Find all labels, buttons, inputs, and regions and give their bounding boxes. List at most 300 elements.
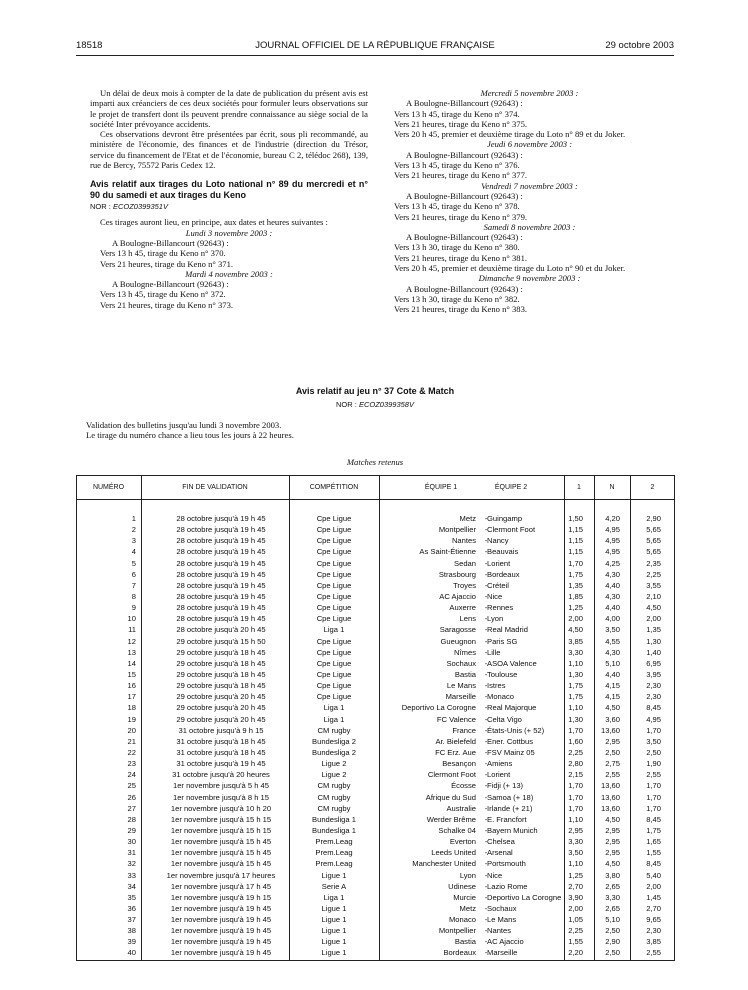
cell-cote2: 2,10 (646, 591, 661, 601)
cell-competition: Bundesliga 2 (312, 747, 356, 757)
cell-cote1: 3,30 (568, 837, 583, 847)
cell-numero: 27 (127, 803, 136, 813)
cell-equipe2: Arsenal (487, 848, 513, 858)
cell-coteN: 13,60 (600, 792, 620, 802)
cell-numero: 40 (127, 948, 136, 958)
cell-competition: Cpe Ligue (316, 536, 352, 546)
loto-notice-title: Avis relatif aux tirages du Loto national n° 89 du mercredi et n° 90 du samedi et aux tirages du Keno (90, 179, 368, 201)
cell-cote2: 1,45 (646, 892, 661, 902)
cell-equipe1: Saragosse (439, 625, 476, 635)
cell-cote2: 8,45 (646, 859, 661, 869)
cell-equipe1: Bordeaux (443, 948, 476, 958)
draw-text: Le tirage du numéro chance a lieu tous les jours à 22 heures. (86, 430, 294, 441)
cell-fin-validation: 28 octobre jusqu'à 20 h 45 (176, 625, 266, 635)
cell-equipe1: FC Valence (436, 714, 476, 724)
schedule-date: Mardi 4 novembre 2003 : (185, 268, 273, 279)
table-row (76, 947, 675, 958)
cell-numero: 2 (131, 525, 136, 535)
schedule-line: Vers 13 h 45, tirage du Keno n° 372. (100, 289, 226, 300)
cell-numero: 18 (127, 703, 136, 713)
cell-cote1: 2,15 (568, 770, 583, 780)
cell-coteN: 2,50 (605, 948, 620, 958)
cell-numero: 22 (127, 747, 136, 757)
match-separator: - (484, 881, 488, 891)
cell-competition: Ligue 1 (321, 937, 347, 947)
cell-coteN: 2,55 (605, 770, 620, 780)
right-schedule (384, 88, 675, 315)
cell-numero: 38 (127, 926, 136, 936)
cell-equipe2: Istres (487, 681, 506, 691)
cell-coteN: 13,60 (600, 803, 620, 813)
cell-coteN: 2,95 (605, 736, 620, 746)
schedule-date: Dimanche 9 novembre 2003 : (478, 273, 581, 284)
cell-numero: 12 (127, 636, 136, 646)
cell-numero: 8 (131, 591, 136, 601)
cell-numero: 11 (128, 625, 136, 635)
cell-cote2: 3,50 (646, 736, 661, 746)
cell-cote1: 1,70 (568, 803, 583, 813)
cell-fin-validation: 1er novembre jusqu'à 15 h 15 (170, 825, 272, 835)
cell-numero: 9 (131, 603, 136, 613)
cell-numero: 39 (127, 937, 136, 947)
cell-equipe2: Marseille (487, 948, 518, 958)
cell-cote2: 1,70 (646, 725, 661, 735)
cell-cote2: 2,90 (646, 514, 661, 523)
cell-equipe1: Nîmes (454, 647, 476, 657)
col-header-equipe2: ÉQUIPE 2 (494, 484, 528, 491)
cell-fin-validation: 1er novembre jusqu'à 19 h 45 (170, 903, 272, 913)
cell-cote2: 2,30 (646, 926, 661, 936)
validation-info (86, 420, 294, 441)
match-separator: - (484, 892, 488, 902)
cell-equipe1: Strasbourg (438, 569, 476, 579)
cell-cote1: 4,50 (568, 625, 583, 635)
match-separator: - (484, 514, 488, 523)
schedule-place: A Boulogne-Billancourt (92643) : (406, 98, 523, 109)
cell-fin-validation: 1er novembre jusqu'à 17 heures (166, 870, 276, 880)
cell-equipe2: Beauvais (487, 547, 519, 557)
match-separator: - (484, 669, 488, 679)
cell-cote1: 1,15 (568, 525, 583, 535)
cell-fin-validation: 29 octobre jusqu'à 20 h 45 (176, 692, 266, 702)
cell-equipe1: Everton (449, 837, 476, 847)
cell-competition: Liga 1 (323, 892, 345, 902)
cell-competition: Ligue 1 (321, 903, 347, 913)
cell-fin-validation: 28 octobre jusqu'à 19 h 45 (176, 614, 266, 624)
match-separator: - (484, 825, 488, 835)
cell-coteN: 4,25 (605, 558, 620, 568)
match-separator: - (484, 903, 488, 913)
cell-equipe2: Rennes (487, 603, 514, 613)
cell-coteN: 2,50 (605, 926, 620, 936)
cell-equipe1: As Saint-Étienne (419, 547, 476, 557)
cell-competition: Ligue 1 (321, 948, 347, 958)
cell-equipe1: Montpellier (438, 926, 476, 936)
cell-cote2: 1,70 (646, 792, 661, 802)
cell-equipe1: Auxerre (449, 603, 476, 613)
cell-equipe1: Marseille (445, 692, 476, 702)
cell-coteN: 4,40 (605, 580, 620, 590)
cell-fin-validation: 1er novembre jusqu'à 19 h 45 (170, 937, 272, 947)
cell-cote2: 5,65 (646, 547, 661, 557)
match-separator: - (484, 647, 488, 657)
match-separator: - (484, 915, 488, 925)
match-separator: - (484, 658, 488, 668)
cell-numero: 36 (127, 903, 136, 913)
cell-fin-validation: 29 octobre jusqu'à 20 h 45 (176, 714, 266, 724)
table-row (76, 747, 675, 758)
cell-cote2: 2,25 (646, 569, 661, 579)
schedule-place: A Boulogne-Billancourt (92643) : (406, 283, 523, 294)
cell-fin-validation: 1er novembre jusqu'à 15 h 45 (170, 859, 272, 869)
cell-fin-validation: 1er novembre jusqu'à 15 h 45 (170, 837, 272, 847)
cell-competition: CM rugby (317, 725, 351, 735)
table-row (76, 624, 675, 635)
cell-numero: 30 (127, 837, 136, 847)
cell-numero: 28 (127, 814, 136, 824)
cell-equipe2: Real Majorque (487, 703, 537, 713)
cell-cote1: 1,15 (568, 547, 583, 557)
cell-cote1: 1,70 (568, 792, 583, 802)
cell-cote1: 1,25 (568, 603, 583, 613)
cell-competition: Cpe Ligue (316, 692, 352, 702)
cell-numero: 1 (131, 514, 136, 523)
schedule-line: Vers 21 heures, tirage du Keno n° 383. (394, 304, 528, 315)
match-separator: - (484, 614, 488, 624)
cell-equipe1: Ar. Bielefeld (435, 736, 476, 746)
table-row (76, 535, 675, 546)
cell-competition: Cpe Ligue (316, 636, 352, 646)
cell-equipe1: Werder Brême (426, 814, 476, 824)
cell-cote1: 2,70 (568, 881, 583, 891)
schedule-line: Vers 20 h 45, premier et deuxième tirage du Loto n° 90 et du Joker. (394, 263, 626, 274)
cell-fin-validation: 1er novembre jusqu'à 19 h 45 (170, 926, 272, 936)
cell-coteN: 4,95 (605, 525, 620, 535)
match-separator: - (484, 792, 488, 802)
match-separator: - (484, 859, 488, 869)
match-separator: - (484, 937, 488, 947)
cell-equipe1: Troyes (453, 580, 476, 590)
table-row (76, 725, 675, 736)
table-body (76, 513, 675, 959)
schedule-date: Vendredi 7 novembre 2003 : (481, 180, 578, 191)
table-row (76, 558, 675, 569)
table-row (76, 780, 675, 791)
cell-numero: 23 (127, 759, 136, 769)
table-row (76, 546, 675, 557)
cell-equipe2: Nice (487, 591, 503, 601)
cell-coteN: 4,55 (605, 636, 620, 646)
issue-date: 29 octobre 2003 (605, 40, 674, 51)
cell-cote1: 1,10 (568, 658, 583, 668)
cell-coteN: 4,40 (605, 669, 620, 679)
cell-equipe2: Bayern Munich (487, 825, 538, 835)
cell-equipe1: Australie (446, 803, 476, 813)
cell-numero: 33 (127, 870, 136, 880)
table-row (76, 936, 675, 947)
cell-coteN: 2,95 (605, 837, 620, 847)
cell-cote1: 2,95 (568, 825, 583, 835)
cell-equipe2: E. Francfort (487, 814, 527, 824)
cell-cote2: 2,30 (646, 692, 661, 702)
cell-cote1: 2,00 (568, 614, 583, 624)
cell-numero: 26 (127, 792, 136, 802)
cell-equipe1: Bastia (454, 669, 476, 679)
cell-competition: Cpe Ligue (316, 558, 352, 568)
table-row (76, 669, 675, 680)
cell-fin-validation: 31 octobre jusqu'à 9 h 15 (178, 725, 264, 735)
cell-competition: CM rugby (317, 792, 351, 802)
cell-cote2: 4,95 (646, 714, 661, 724)
cell-competition: Cpe Ligue (316, 569, 352, 579)
cell-equipe2: Celta Vigo (487, 714, 522, 724)
cell-fin-validation: 31 octobre jusqu'à 19 h 45 (176, 759, 266, 769)
table-row (76, 858, 675, 869)
cell-coteN: 2,95 (605, 825, 620, 835)
table-row (76, 870, 675, 881)
cell-cote2: 2,30 (646, 681, 661, 691)
cell-equipe1: Monaco (448, 915, 476, 925)
cell-equipe1: France (452, 725, 476, 735)
cell-coteN: 4,50 (605, 703, 620, 713)
cell-cote1: 1,15 (568, 536, 583, 546)
cell-equipe1: Sedan (454, 558, 476, 568)
cell-cote2: 1,70 (646, 803, 661, 813)
match-separator: - (484, 525, 488, 535)
schedule-line: Vers 13 h 45, tirage du Keno n° 376. (394, 160, 520, 171)
match-separator: - (484, 547, 488, 557)
cell-fin-validation: 29 octobre jusqu'à 18 h 45 (176, 669, 266, 679)
cell-coteN: 5,10 (605, 658, 620, 668)
cell-equipe2: Le Mans (487, 915, 517, 925)
schedule-line: Vers 21 heures, tirage du Keno n° 377. (394, 170, 528, 181)
intro-paragraph: Ces observations devront être présentées par écrit, sous pli recommandé, au ministère de l'économie, des finances et de l'industrie (direction du Trésor, service du financement de l'Etat et de l'économie, bureau C 2, télédoc 268), 139, rue de Bercy, 75572 Paris Cedex 12. (90, 129, 368, 171)
schedule-date: Lundi 3 novembre 2003 : (185, 227, 273, 238)
cell-equipe1: Leeds United (431, 848, 476, 858)
schedule-place: A Boulogne-Billancourt (92643) : (112, 237, 229, 248)
cell-equipe2: Nice (487, 870, 503, 880)
cell-competition: Bundesliga 1 (312, 814, 356, 824)
cell-numero: 20 (127, 725, 136, 735)
table-row (76, 636, 675, 647)
match-separator: - (484, 725, 488, 735)
cell-numero: 31 (127, 848, 136, 858)
schedule-line: Vers 21 heures, tirage du Keno n° 373. (100, 299, 234, 310)
match-separator: - (484, 580, 488, 590)
cell-coteN: 4,95 (605, 536, 620, 546)
cell-equipe1: Montpellier (438, 525, 476, 535)
cell-fin-validation: 1er novembre jusqu'à 5 h 45 (172, 781, 269, 791)
cell-cote1: 2,25 (568, 747, 583, 757)
cell-coteN: 4,40 (605, 603, 620, 613)
match-separator: - (484, 759, 488, 769)
cell-equipe1: Udinese (448, 881, 476, 891)
cell-numero: 16 (127, 681, 136, 691)
cell-coteN: 2,75 (605, 759, 620, 769)
cell-coteN: 4,50 (605, 814, 620, 824)
cell-cote1: 1,70 (568, 558, 583, 568)
match-separator: - (484, 747, 488, 757)
table-row (76, 903, 675, 914)
table-row (76, 613, 675, 624)
table-row (76, 602, 675, 613)
cell-coteN: 3,50 (605, 625, 620, 635)
cell-equipe2: Lorient (487, 770, 511, 780)
cell-equipe1: Gueugnon (440, 636, 476, 646)
match-separator: - (484, 781, 488, 791)
table-row (76, 881, 675, 892)
cell-coteN: 3,80 (605, 870, 620, 880)
cell-fin-validation: 29 octobre jusqu'à 18 h 45 (176, 647, 266, 657)
table-row (76, 758, 675, 769)
cell-coteN: 4,15 (605, 681, 620, 691)
cell-equipe1: Lyon (459, 870, 476, 880)
table-row (76, 892, 675, 903)
cell-equipe1: Besançon (442, 759, 476, 769)
table-row (76, 524, 675, 535)
cell-cote1: 2,20 (568, 948, 583, 958)
cell-fin-validation: 28 octobre jusqu'à 19 h 45 (176, 558, 266, 568)
match-separator: - (484, 926, 488, 936)
col-header-fin: FIN DE VALIDATION (182, 484, 248, 491)
cell-cote1: 2,25 (568, 926, 583, 936)
cell-numero: 24 (127, 770, 136, 780)
col-header-cote1: 1 (577, 484, 581, 491)
cell-fin-validation: 1er novembre jusqu'à 19 h 45 (170, 948, 272, 958)
cell-equipe1: Metz (459, 903, 476, 913)
cell-competition: Cpe Ligue (316, 591, 352, 601)
cell-fin-validation: 1er novembre jusqu'à 19 h 15 (170, 892, 272, 902)
cell-cote1: 1,35 (568, 580, 583, 590)
cell-coteN: 4,20 (605, 514, 620, 523)
cell-cote1: 2,80 (568, 759, 583, 769)
table-row (76, 847, 675, 858)
cell-numero: 21 (127, 736, 136, 746)
cell-numero: 17 (127, 692, 136, 702)
cell-numero: 4 (131, 547, 136, 557)
cell-fin-validation: 28 octobre jusqu'à 19 h 45 (176, 514, 266, 523)
schedule-line: Vers 13 h 30, tirage du Keno n° 382. (394, 293, 520, 304)
cell-numero: 25 (127, 781, 136, 791)
cell-competition: Liga 1 (323, 703, 345, 713)
cell-cote2: 4,50 (646, 603, 661, 613)
cell-competition: Serie A (321, 881, 347, 891)
match-separator: - (484, 770, 488, 780)
schedule-line: Vers 21 heures, tirage du Keno n° 379. (394, 211, 528, 222)
table-row (76, 836, 675, 847)
cell-fin-validation: 1er novembre jusqu'à 17 h 45 (170, 881, 272, 891)
cell-fin-validation: 1er novembre jusqu'à 8 h 15 (172, 792, 269, 802)
cell-cote2: 1,40 (646, 647, 661, 657)
col-header-cote2: 2 (650, 484, 655, 491)
cell-equipe1: AC Ajaccio (439, 591, 476, 601)
cell-numero: 29 (127, 825, 136, 835)
cell-cote1: 2,00 (568, 903, 583, 913)
cell-cote2: 1,90 (646, 759, 661, 769)
cell-competition: Cpe Ligue (316, 658, 352, 668)
cell-cote2: 2,00 (646, 614, 661, 624)
cell-fin-validation: 29 octobre jusqu'à 18 h 45 (176, 658, 266, 668)
table-row (76, 714, 675, 725)
cell-cote1: 1,70 (568, 781, 583, 791)
cell-equipe2: Amiens (487, 759, 513, 769)
cell-equipe2: Ener. Cottbus (487, 736, 534, 746)
cell-equipe2: Lille (487, 647, 501, 657)
table-row (76, 736, 675, 747)
match-separator: - (484, 848, 488, 858)
col-header-numero: NUMÉRO (92, 484, 125, 491)
match-separator: - (484, 591, 488, 601)
cell-cote1: 1,75 (568, 569, 583, 579)
cell-equipe2: Toulouse (487, 669, 518, 679)
cell-equipe2: Irlande (+ 21) (487, 803, 533, 813)
cell-cote1: 1,10 (568, 703, 583, 713)
cell-equipe2: Paris SG (487, 636, 518, 646)
schedule-place: A Boulogne-Billancourt (92643) : (112, 279, 229, 290)
cell-equipe1: Deportivo La Corogne (401, 703, 476, 713)
schedule-line: Vers 13 h 45, tirage du Keno n° 374. (394, 108, 520, 119)
cell-equipe2: Chelsea (487, 837, 515, 847)
match-separator: - (484, 603, 488, 613)
cell-coteN: 5,10 (605, 915, 620, 925)
cell-equipe1: Nantes (451, 536, 476, 546)
cell-competition: Cpe Ligue (316, 647, 352, 657)
schedule-line: Vers 21 heures, tirage du Keno n° 371. (100, 258, 234, 269)
cell-cote2: 1,65 (646, 837, 661, 847)
cell-competition: Bundesliga 1 (312, 825, 356, 835)
cell-coteN: 13,60 (600, 725, 620, 735)
cell-equipe2: Clermont Foot (487, 525, 536, 535)
cell-cote2: 9,65 (646, 915, 661, 925)
cell-cote2: 1,70 (646, 781, 661, 791)
table-row (76, 591, 675, 602)
cell-cote1: 1,30 (568, 669, 583, 679)
cell-cote1: 3,90 (568, 892, 583, 902)
col-header-competition: COMPÉTITION (309, 484, 359, 491)
cell-fin-validation: 28 octobre jusqu'à 19 h 45 (176, 580, 266, 590)
schedule-line: Vers 21 heures, tirage du Keno n° 375. (394, 118, 528, 129)
table-row (76, 769, 675, 780)
cell-cote2: 6,95 (646, 658, 661, 668)
cell-competition: Prem.Leag (315, 837, 353, 847)
cell-numero: 5 (131, 558, 136, 568)
cell-equipe1: Sochaux (446, 658, 476, 668)
cell-equipe1: Lens (459, 614, 476, 624)
cell-coteN: 4,15 (605, 692, 620, 702)
cell-competition: Cpe Ligue (316, 525, 352, 535)
match-separator: - (484, 692, 488, 702)
cell-equipe1: FC Erz. Aue (435, 747, 476, 757)
cell-competition: Liga 1 (323, 714, 345, 724)
cell-coteN: 4,30 (605, 647, 620, 657)
cell-competition: Prem.Leag (315, 848, 353, 858)
cell-coteN: 4,95 (605, 547, 620, 557)
cell-fin-validation: 1er novembre jusqu'à 10 h 20 (170, 803, 272, 813)
cell-numero: 37 (127, 915, 136, 925)
match-separator: - (484, 625, 488, 635)
cell-cote1: 1,75 (568, 681, 583, 691)
match-separator: - (484, 814, 488, 824)
table-row (76, 647, 675, 658)
table-row (76, 814, 675, 825)
cell-competition: CM rugby (317, 781, 351, 791)
match-separator: - (484, 714, 488, 724)
match-separator: - (484, 536, 488, 546)
cell-cote2: 3,55 (646, 580, 661, 590)
cell-fin-validation: 31 octobre jusqu'à 18 h 45 (176, 747, 266, 757)
cell-fin-validation: 28 octobre jusqu'à 19 h 45 (176, 547, 266, 557)
schedule-date: Samedi 8 novembre 2003 : (483, 221, 576, 232)
